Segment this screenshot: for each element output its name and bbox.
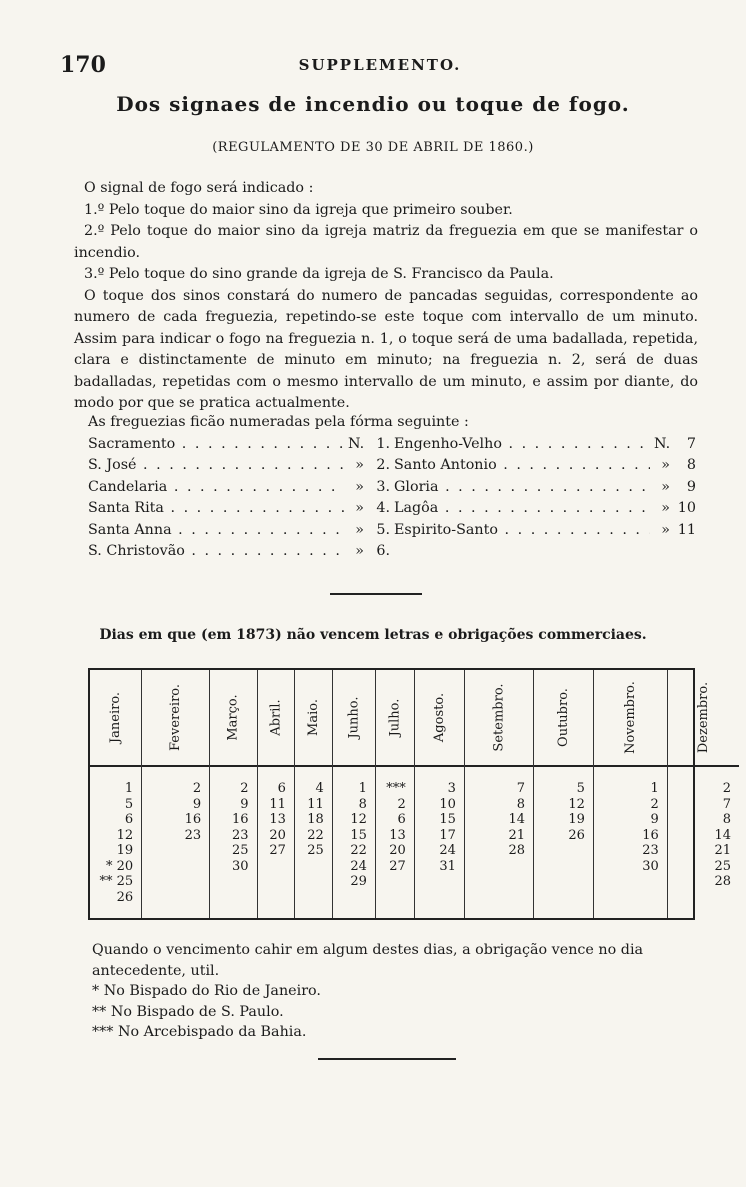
parish-name: Santo Antonio . . . (394, 455, 650, 477)
month-column (210, 670, 257, 918)
day-list (258, 767, 294, 859)
month-label: Dezembro. (695, 681, 711, 754)
holiday-day: 21 (714, 843, 732, 858)
divider-rule (330, 593, 422, 595)
holiday-day: 21 (508, 827, 526, 843)
paragraph: 2.º Pelo toque do maior sino da igreja matriz da freguezia em que se manifestar o incendio. (74, 223, 698, 261)
parish-row (394, 455, 700, 477)
holiday-day: 19 (568, 812, 585, 827)
holiday-day: 28 (714, 874, 732, 889)
holiday-day: 16 (642, 827, 659, 843)
holiday-day: 5 (124, 796, 134, 812)
note-footnote: *** No Arcebispado da Bahia. (92, 1024, 307, 1040)
holiday-day: 2 (650, 796, 659, 812)
holiday-day: 12 (350, 812, 367, 827)
section-subtitle: (REGULAMENTO DE 30 DE ABRIL DE 1860.) (212, 140, 534, 155)
holiday-day: 17 (439, 827, 456, 843)
month-column (376, 670, 415, 918)
holiday-day: 16 (231, 812, 249, 827)
holiday-day: 4 (315, 781, 324, 796)
month-label: Setembro. (491, 683, 507, 752)
parish-row (394, 434, 700, 456)
month-header (142, 670, 209, 767)
holiday-day: *** 2 (386, 781, 406, 812)
holiday-day: 15 (350, 827, 367, 843)
holiday-day: 5 (576, 781, 585, 796)
parish-number: 10 (670, 498, 700, 520)
parish-mark: » (344, 498, 364, 520)
month-label: Janeiro. (108, 691, 124, 744)
month-header (258, 670, 294, 767)
month-column (465, 670, 534, 918)
month-label: Outubro. (556, 688, 571, 747)
paragraph: 1.º Pelo toque do maior sino da igreja que primeiro souber. (84, 201, 513, 218)
parish-number: 11 (670, 520, 700, 542)
parish-mark: » (344, 520, 364, 542)
month-label: Junho. (346, 696, 362, 739)
parish-number: 8 (670, 455, 700, 477)
holiday-day: 22 (350, 843, 367, 858)
parish-mark: » (344, 477, 364, 499)
holiday-day: 14 (508, 812, 526, 827)
holiday-day: 23 (184, 827, 202, 843)
day-list (90, 767, 141, 905)
paragraph: 3.º Pelo toque do sino grande da igreja de S. Francisco da Paula. (84, 266, 554, 282)
day-list (142, 767, 209, 843)
month-header (210, 670, 256, 767)
parish-name: Santa Anna . . . (88, 520, 344, 542)
holiday-day: 31 (439, 858, 456, 874)
holiday-day: 10 (439, 796, 456, 812)
parish-name: Espirito-Santo . . . (394, 520, 650, 542)
parish-number: 2. (364, 455, 394, 477)
holiday-day: 20 (269, 827, 286, 843)
parish-mark: » (344, 455, 364, 477)
day-list (210, 767, 256, 874)
parish-number: 4. (364, 498, 394, 520)
holiday-day: 13 (389, 827, 406, 843)
note-footnote: * No Bispado do Rio de Janeiro. (92, 983, 321, 999)
month-label: Abril. (268, 699, 284, 736)
note-footnote: ** No Bispado de S. Paulo. (92, 1003, 284, 1020)
day-list (534, 767, 593, 843)
parish-mark: » (650, 455, 670, 477)
holiday-day: 25 (307, 843, 324, 858)
parish-mark: » (650, 520, 670, 542)
holiday-day: 2 (240, 781, 249, 796)
holiday-day: 6 (277, 781, 286, 796)
holiday-day: 23 (642, 843, 659, 858)
holiday-day: 8 (358, 796, 367, 812)
holiday-day: 7 (722, 796, 732, 812)
month-column (258, 670, 295, 918)
section-title: Dos signaes de incendio ou toque de fogo. (116, 92, 630, 116)
parish-row (88, 434, 394, 456)
month-header (594, 670, 667, 767)
month-header (333, 670, 375, 767)
holiday-day: 11 (269, 796, 286, 812)
parish-mark: N. (344, 434, 364, 456)
page-number: 170 (60, 52, 106, 78)
holiday-day: 30 (231, 858, 249, 874)
parish-column-right (394, 434, 700, 563)
holiday-day: 2 (722, 781, 732, 796)
month-header (668, 670, 739, 767)
holiday-day: ** 25 (99, 874, 134, 889)
table-title: Dias em que (em 1873) não vencem letras e obrigações commerciaes. (99, 627, 647, 643)
month-header (376, 670, 414, 767)
holiday-day: * 20 (105, 858, 134, 874)
parish-name: Candelaria . . . (88, 477, 344, 499)
holiday-day: 19 (116, 843, 134, 858)
holiday-day: 9 (192, 796, 202, 812)
page-header (60, 52, 700, 84)
notes-section (92, 940, 698, 1043)
parish-number: 5. (364, 520, 394, 542)
parish-row (394, 477, 700, 499)
parish-number: 9 (670, 477, 700, 499)
holiday-day: 16 (184, 812, 202, 827)
holiday-day: 29 (350, 874, 367, 889)
month-header (295, 670, 332, 767)
holiday-day: 7 (516, 781, 526, 796)
holiday-day: 15 (439, 812, 456, 827)
holiday-calendar-table (88, 668, 732, 920)
holiday-day: 28 (508, 843, 526, 858)
parish-list (88, 412, 700, 563)
divider-rule (318, 1058, 456, 1060)
holiday-day: 12 (116, 827, 134, 843)
parish-row (88, 455, 394, 477)
month-header (534, 670, 593, 767)
day-list (295, 767, 332, 859)
day-list (415, 767, 464, 874)
month-label: Março. (225, 694, 241, 741)
parish-number: 7 (670, 434, 700, 456)
month-column (90, 670, 142, 918)
month-label: Fevereiro. (168, 683, 184, 752)
holiday-day: 13 (269, 812, 286, 827)
holiday-day: 9 (650, 812, 659, 827)
holiday-day: 26 (116, 889, 134, 905)
holiday-day: 2 (192, 781, 202, 796)
parish-row (88, 520, 394, 542)
holiday-day: 26 (568, 827, 585, 843)
month-column (415, 670, 465, 918)
parish-name: Sacramento . . . (88, 434, 344, 456)
holiday-day: 1 (358, 781, 367, 796)
month-label: Maio. (305, 699, 321, 736)
holiday-day: 3 (447, 781, 456, 796)
day-list (465, 767, 533, 859)
holiday-day: 1 (124, 781, 134, 796)
day-list (333, 767, 375, 890)
holiday-day: 8 (516, 796, 526, 812)
parish-column-left (88, 434, 394, 563)
day-list (594, 767, 667, 874)
holiday-day: 18 (307, 812, 324, 827)
parish-row (394, 520, 700, 542)
running-head: SUPPLEMENTO. (298, 56, 462, 74)
holiday-day: 24 (350, 858, 367, 874)
holiday-day: 8 (722, 812, 732, 827)
parish-name: S. José . . . (88, 455, 344, 477)
holiday-day: 14 (714, 827, 732, 843)
month-header (90, 670, 141, 767)
parish-name: S. Christovão . . . (88, 541, 344, 563)
month-header (415, 670, 464, 767)
holiday-day: 11 (307, 796, 324, 812)
parish-mark: » (650, 477, 670, 499)
holiday-day: 1 (650, 781, 659, 796)
note-main: Quando o vencimento cahir em algum destes dias, a obrigação vence no dia antecedente, util. (92, 942, 644, 979)
parish-row (394, 498, 700, 520)
holiday-day: 27 (269, 843, 286, 858)
holiday-day: 24 (439, 843, 456, 858)
parish-number: 1. (364, 434, 394, 456)
parish-mark: N. (650, 434, 670, 456)
month-column (295, 670, 333, 918)
holiday-day: 6 (397, 812, 406, 827)
holiday-day: 23 (231, 827, 249, 843)
holiday-day: 6 (124, 812, 134, 827)
month-column (142, 670, 210, 918)
month-column (668, 670, 739, 918)
parish-row (88, 541, 394, 563)
parish-mark: » (344, 541, 364, 563)
day-list (376, 767, 414, 874)
paragraph: O toque dos sinos constará do numero de pancadas seguidas, correspondente ao numero de cada freguezia, repetindo-se este toque com intervallo de um minuto. Assim para indicar o fogo na freguezia n. 1, o toque será de uma badallada, repetida, clara e distinctamente de minuto em minuto; na freguezia n. 2, será de duas badalladas, repetidas com o mesmo intervallo de um minuto, e assim por diante, do modo por que se pratica actualmente. (74, 287, 698, 411)
parish-intro: As freguezias ficão numeradas pela fórma seguinte : (88, 414, 469, 430)
month-header (465, 670, 533, 767)
regulation-text (74, 178, 698, 415)
month-label: Julho. (387, 698, 403, 737)
holiday-day: 20 (389, 843, 406, 858)
month-label: Novembro. (622, 681, 638, 754)
parish-name: Santa Rita . . . (88, 498, 344, 520)
parish-row (88, 477, 394, 499)
holiday-day: 25 (714, 858, 732, 874)
parish-mark: » (650, 498, 670, 520)
month-label: Agosto. (431, 692, 447, 743)
parish-name: Gloria . . . (394, 477, 650, 499)
holiday-day: 30 (642, 858, 659, 874)
holiday-day: 25 (231, 843, 249, 858)
holiday-day: 22 (307, 827, 324, 843)
month-column (534, 670, 594, 918)
parish-name: Lagôa . . . (394, 498, 650, 520)
month-column (594, 670, 668, 918)
day-list (668, 767, 739, 890)
month-column (333, 670, 376, 918)
holiday-day: 27 (389, 858, 406, 874)
holiday-day: 12 (568, 796, 585, 812)
holiday-day: 9 (240, 796, 249, 812)
parish-number: 6. (364, 541, 394, 563)
parish-name: Engenho-Velho . . . (394, 434, 650, 456)
parish-row (88, 498, 394, 520)
paragraph: O signal de fogo será indicado : (84, 180, 314, 196)
parish-number: 3. (364, 477, 394, 499)
